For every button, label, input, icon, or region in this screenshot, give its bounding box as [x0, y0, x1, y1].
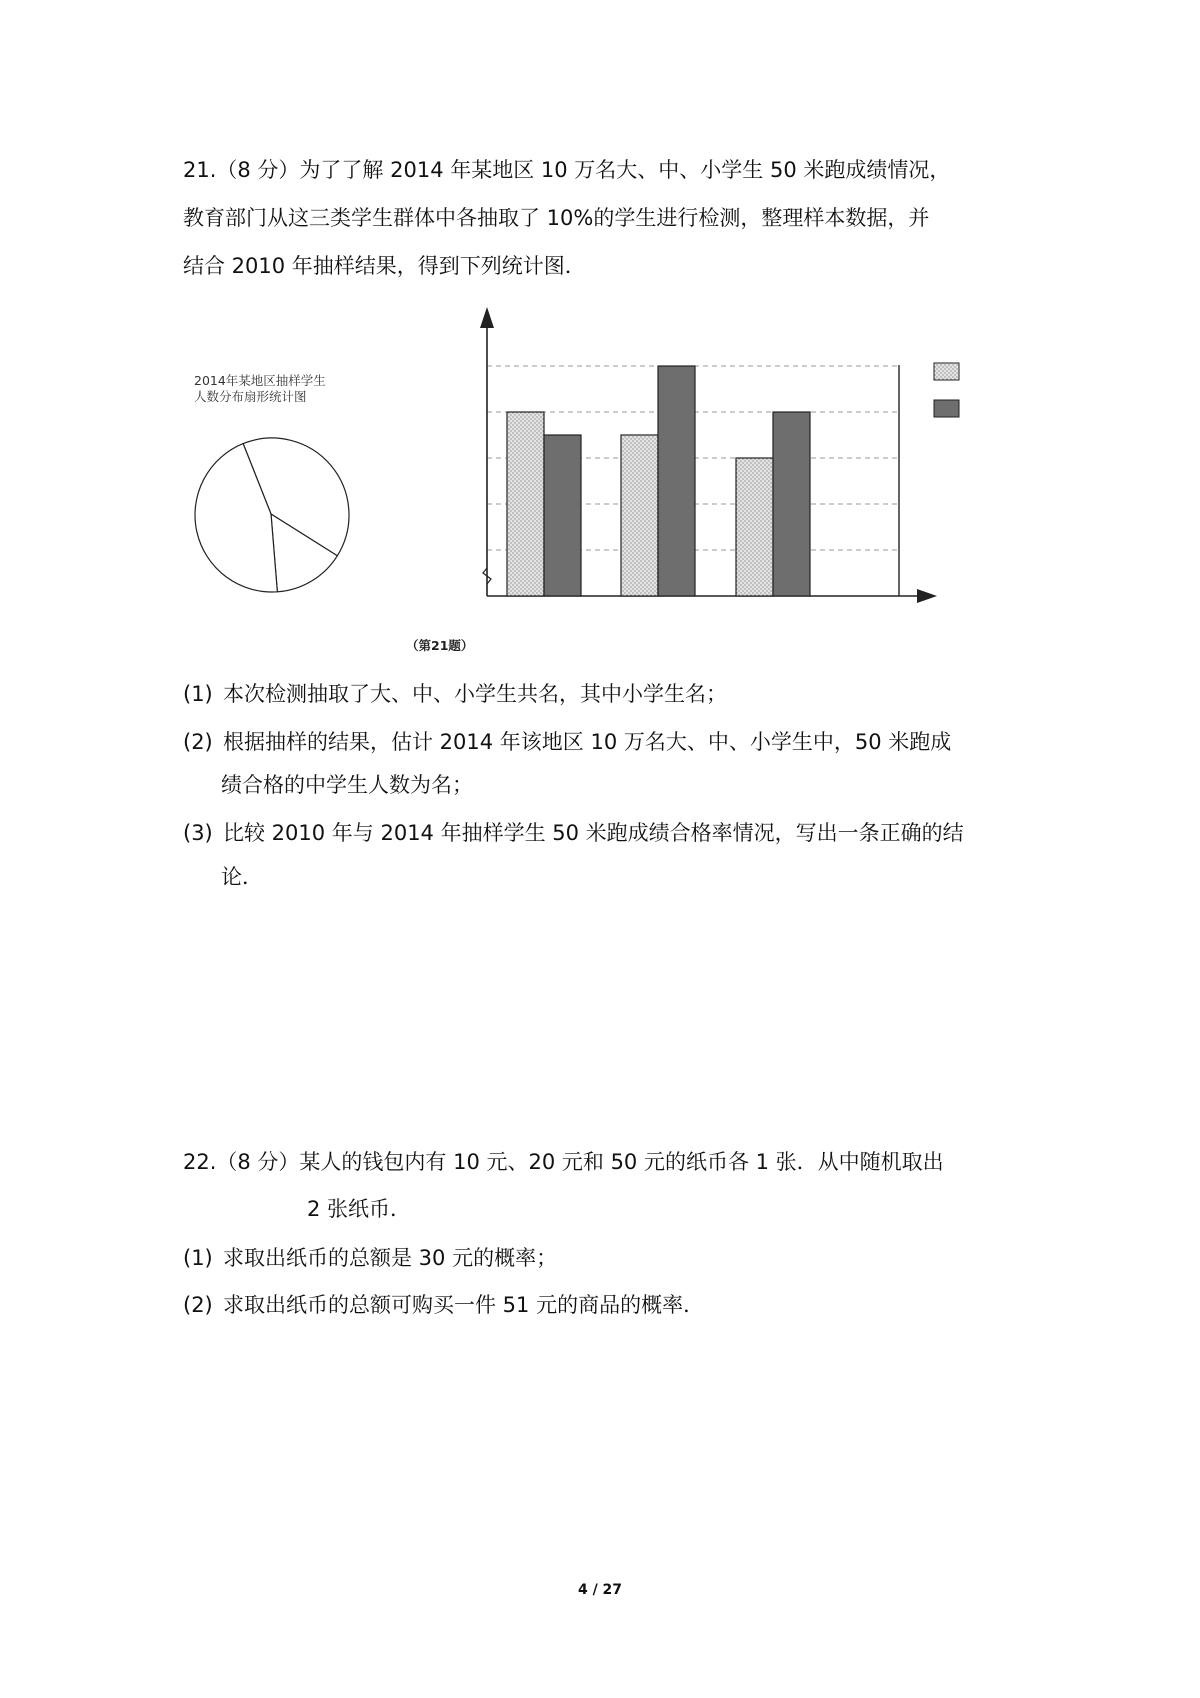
subquestion-text: 根据抽样的结果，估计 2014 年该地区 10 万名大、中、小学生中，50 米跑成 [223, 730, 952, 754]
subquestion-number: (3) [183, 821, 213, 845]
subquestion-text: 求取出纸币的总额可购买一件 51 元的商品的概率． [223, 1293, 705, 1317]
q21-subquestion-3 [183, 818, 964, 848]
q21-subquestion-3-continued: 论． [221, 865, 263, 889]
q21-subquestion-2-continued: 绩合格的中学生人数为名； [221, 773, 473, 797]
bar [658, 366, 695, 596]
q21-subquestion-1 [183, 679, 727, 709]
q22-line-2: 2 张纸币． [307, 1197, 412, 1221]
y-axis-arrow [480, 307, 494, 328]
page-number: 4 / 27 [577, 1582, 623, 1598]
bar-chart [480, 307, 959, 603]
subquestion-number: (1) [183, 1246, 213, 1270]
q22-subquestion-2 [183, 1290, 704, 1320]
subquestion-text: 求取出纸币的总额是 30 元的概率； [223, 1246, 558, 1270]
pie-title-line-2: 人数分布扇形统计图 [194, 389, 307, 404]
x-axis-arrow [917, 589, 937, 603]
q21-line-1: 21.（8 分）为了了解 2014 年某地区 10 万名大、中、小学生 50 米跑成绩情况， [183, 158, 951, 182]
figure-caption: （第21题） [406, 638, 474, 653]
legend-swatch [934, 363, 959, 380]
subquestion-number: (2) [183, 730, 213, 754]
q21-line-2: 教育部门从这三类学生群体中各抽取了 10%的学生进行检测，整理样本数据，并 [183, 206, 930, 230]
bar [736, 458, 773, 596]
bar [621, 435, 658, 596]
q21-figure [0, 0, 1200, 680]
q22-subquestion-1 [183, 1243, 557, 1273]
subquestion-text: 本次检测抽取了大、中、小学生共名，其中小学生名； [223, 682, 727, 706]
q21-subquestion-2 [183, 727, 951, 757]
legend-swatch [934, 400, 959, 417]
q21-line-3: 结合 2010 年抽样结果，得到下列统计图． [183, 254, 586, 278]
subquestion-number: (1) [183, 682, 213, 706]
q22-line-1: 22.（8 分）某人的钱包内有 10 元、20 元和 50 元的纸币各 1 张．从中随机取出 [183, 1150, 944, 1174]
bar [773, 412, 810, 596]
bar [544, 435, 581, 596]
subquestion-number: (2) [183, 1293, 213, 1317]
bar [507, 412, 544, 596]
pie-title-line-1: 2014年某地区抽样学生 [194, 373, 326, 388]
subquestion-text: 比较 2010 年与 2014 年抽样学生 50 米跑成绩合格率情况，写出一条正确的结 [223, 821, 964, 845]
pie-chart [194, 373, 349, 592]
